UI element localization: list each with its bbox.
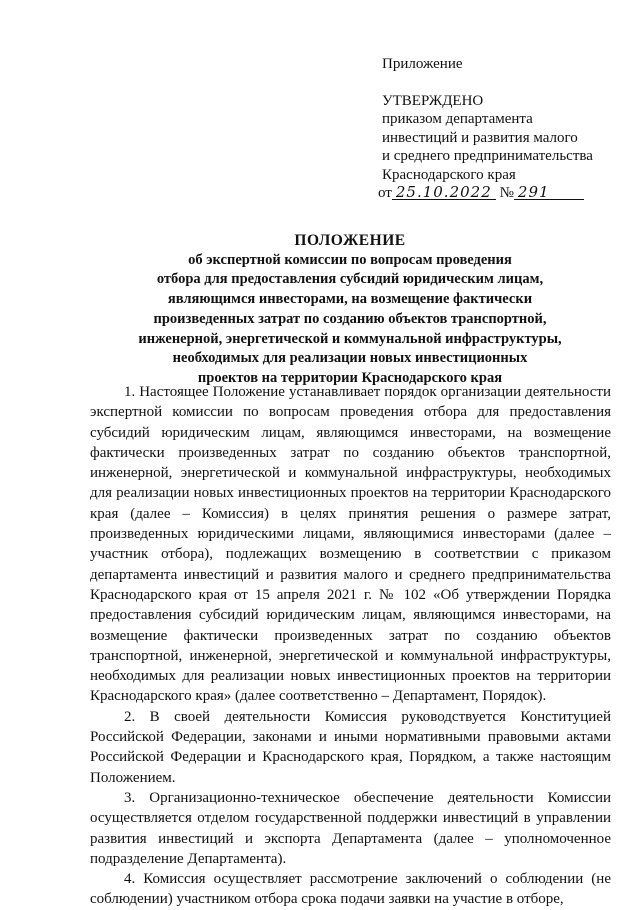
order-number: 291 <box>514 185 584 200</box>
title-subtitle-line: инженерной, энергетической и коммунальной инфраструктуры, <box>138 330 562 347</box>
title-subtitle-line: об экспертной комиссии по вопросам проведения <box>188 251 512 268</box>
document-body <box>90 382 611 910</box>
order-number-prefix: № <box>499 185 514 202</box>
approval-line: и среднего предпринимательства <box>382 148 593 165</box>
title-heading: ПОЛОЖЕНИЕ <box>294 232 406 249</box>
order-date: 25.10.2022 <box>392 185 496 200</box>
order-reference <box>378 184 608 202</box>
approval-line: Краснодарского края <box>382 166 516 183</box>
title-subtitle-line: отбора для предоставления субсидий юридическим лицам, <box>156 271 544 288</box>
order-from-prefix: от <box>378 185 392 202</box>
paragraph-4: 4. Комиссия осуществляет рассмотрение заключений о соблюдении (не соблюдении) участником отбора срока подачи заявки на участие в отборе, <box>90 871 611 908</box>
appendix-label: Приложение <box>382 56 463 72</box>
title-subtitle-line: являющимся инвесторами, на возмещение фактически <box>167 291 533 308</box>
title-subtitle-line: произведенных затрат по созданию объектов транспортной, <box>153 310 547 327</box>
approval-line: инвестиций и развития малого <box>382 129 578 146</box>
paragraph-1: 1. Настоящее Положение устанавливает порядок организации деятельности экспертной комиссии по вопросам проведения отбора для предоставления субсидий юридическим лицам, являющимся инвесторами, на возмещение фактически произведенных затрат по созданию объектов транспортной, инженерной, энергетической и коммунальной инфраструктуры, необходимых для реализации новых инвестиционных проектов на территории Краснодарского края (далее – Комиссия) в целях принятия решения о размере затрат, произведенных юридическими лицами, являющимися инвесторами (далее – участник отбора), подлежащих возмещению в соответствии с приказом департамента инвестиций и развития малого и среднего предпринимательства Краснодарского края от 15 апреля 2021 г. № 102 «Об утверждении Порядка предоставления субсидий юридическим лицам, являющимся инвесторами, на возмещение фактически произведенных затрат по созданию объектов транспортной, инженерной, энергетической и коммунальной инфраструктуры, необходимых для реализации новых инвестиционных проектов на территории Краснодарского края» (далее соответственно – Департамент, Порядок). <box>90 384 611 705</box>
approval-block <box>378 92 612 202</box>
approval-line: УТВЕРЖДЕНО <box>382 93 484 109</box>
paragraph-3: 3. Организационно-техническое обеспечение деятельности Комиссии осуществляется отделом государственной поддержки инвестиций в управлении развития инвестиций и экспорта Департамента (далее – уполномоченное подразделение Департамента). <box>90 789 611 867</box>
title-subtitle-line: проектов на территории Краснодарского края <box>197 369 503 386</box>
approval-line: приказом департамента <box>382 111 533 128</box>
document-title <box>90 231 610 389</box>
paragraph-2: 2. В своей деятельности Комиссия руководствуется Конституцией Российской Федерации, законами и иными нормативными правовыми актами Российской Федерации и Краснодарского края, Порядком, а также настоящим Положением. <box>90 708 611 786</box>
title-subtitle-line: необходимых для реализации новых инвестиционных <box>172 350 528 367</box>
